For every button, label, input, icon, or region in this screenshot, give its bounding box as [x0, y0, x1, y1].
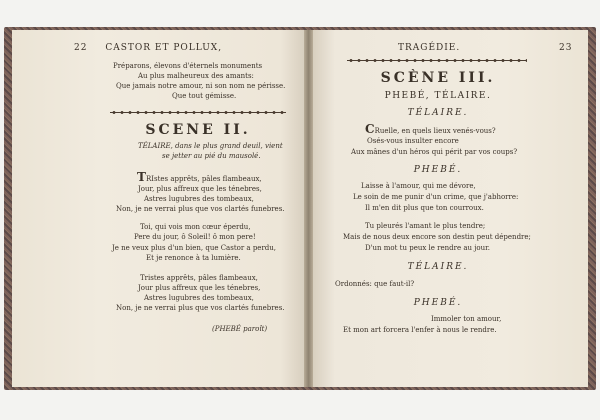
left-running-head: CASTOR ET POLLUX, [105, 43, 223, 53]
left-page [12, 30, 304, 387]
verse-line: Pere du jour, ô Soleil! ô mon pere! [134, 233, 256, 241]
verse-line: Jour, plus affreux que les ténebres, [138, 185, 262, 193]
verse-line: Mais de nous deux encore son destin peut dépendre; [343, 233, 531, 241]
open-book [4, 27, 596, 390]
verse-line: Ordonnés: que faut-il? [335, 280, 415, 288]
scene-title: SCÈNE III. [380, 70, 496, 86]
verse-line: Jour plus affreux que les ténebres, [138, 284, 261, 292]
book-gutter [304, 30, 313, 387]
verse-line: TRIstes apprêts, pâles flambeaux, [137, 170, 262, 184]
verse-line: Astres lugubres des tombeaux, [144, 294, 254, 302]
verse-line: Que jamais notre amour, ni son nom ne périsse. [116, 82, 286, 90]
right-running-head: TRAGÉDIE. [398, 43, 461, 53]
right-page [313, 30, 588, 387]
speaker-name: TÉLAIRE. [407, 108, 469, 118]
scene-characters: PHEBÉ, TÉLAIRE. [384, 91, 492, 101]
scene-title: SCENE II. [145, 122, 251, 138]
verse-line: Laisse à l'amour, qui me dévore, [361, 182, 476, 190]
drop-cap: C [365, 122, 375, 136]
right-page-number: 23 [559, 43, 573, 53]
verse-line: Il m'en dit plus que ton courroux. [365, 204, 484, 212]
verse-line: Le soin de me punir d'un crime, que j'abhorre: [353, 193, 519, 201]
verse-line: Tristes apprêts, pâles flambeaux, [140, 274, 258, 282]
verse-line: Au plus malheureux des amants: [138, 72, 254, 80]
verse-line: CRuelle, en quels lieux venés-vous? [365, 122, 496, 136]
speaker-name: PHEBÉ. [413, 298, 463, 308]
verse-line: Toi, qui vois mon cœur éperdu, [140, 223, 251, 231]
verse-line: Osés-vous insulter encore [367, 137, 459, 145]
verse-line: Je ne veux plus d'un bien, que Castor a perdu, [112, 244, 277, 252]
verse-line: Non, je ne verrai plus que vos clartés funebres. [116, 304, 285, 312]
verse-line: Préparons, élevons d'éternels monuments [113, 62, 263, 70]
verse-line: Et mon art forcera l'enfer à nous le rendre. [343, 326, 497, 334]
ornamental-rule [347, 57, 527, 64]
verse-line: Immoler ton amour, [431, 315, 502, 323]
verse-line: Non, je ne verrai plus que vos clartés funebres. [116, 205, 285, 213]
verse-line: D'un mot tu peux le rendre au jour. [365, 244, 490, 252]
speaker-name: PHEBÉ. [413, 165, 463, 175]
verse-line: Et je renonce à ta lumière. [146, 254, 241, 262]
drop-cap: T [137, 170, 146, 184]
stage-cue: (PHEBÉ paroît) [212, 325, 268, 333]
verse-line: Tu pleurés l'amant le plus tendre; [365, 222, 486, 230]
stage-direction: se jetter au pié du mausolé. [162, 152, 261, 160]
verse-line: Que tout gémisse. [172, 92, 237, 100]
speaker-name: TÉLAIRE. [407, 262, 469, 272]
verse-line: Aux mânes d'un héros qui périt par vos coups? [351, 148, 518, 156]
stage-direction: TÉLAIRE, dans le plus grand deuil, vient [138, 142, 283, 150]
left-page-number: 22 [74, 43, 88, 53]
ornamental-rule [110, 109, 286, 116]
verse-line: Astres lugubres des tombeaux, [144, 195, 254, 203]
left-page-header [74, 43, 222, 53]
